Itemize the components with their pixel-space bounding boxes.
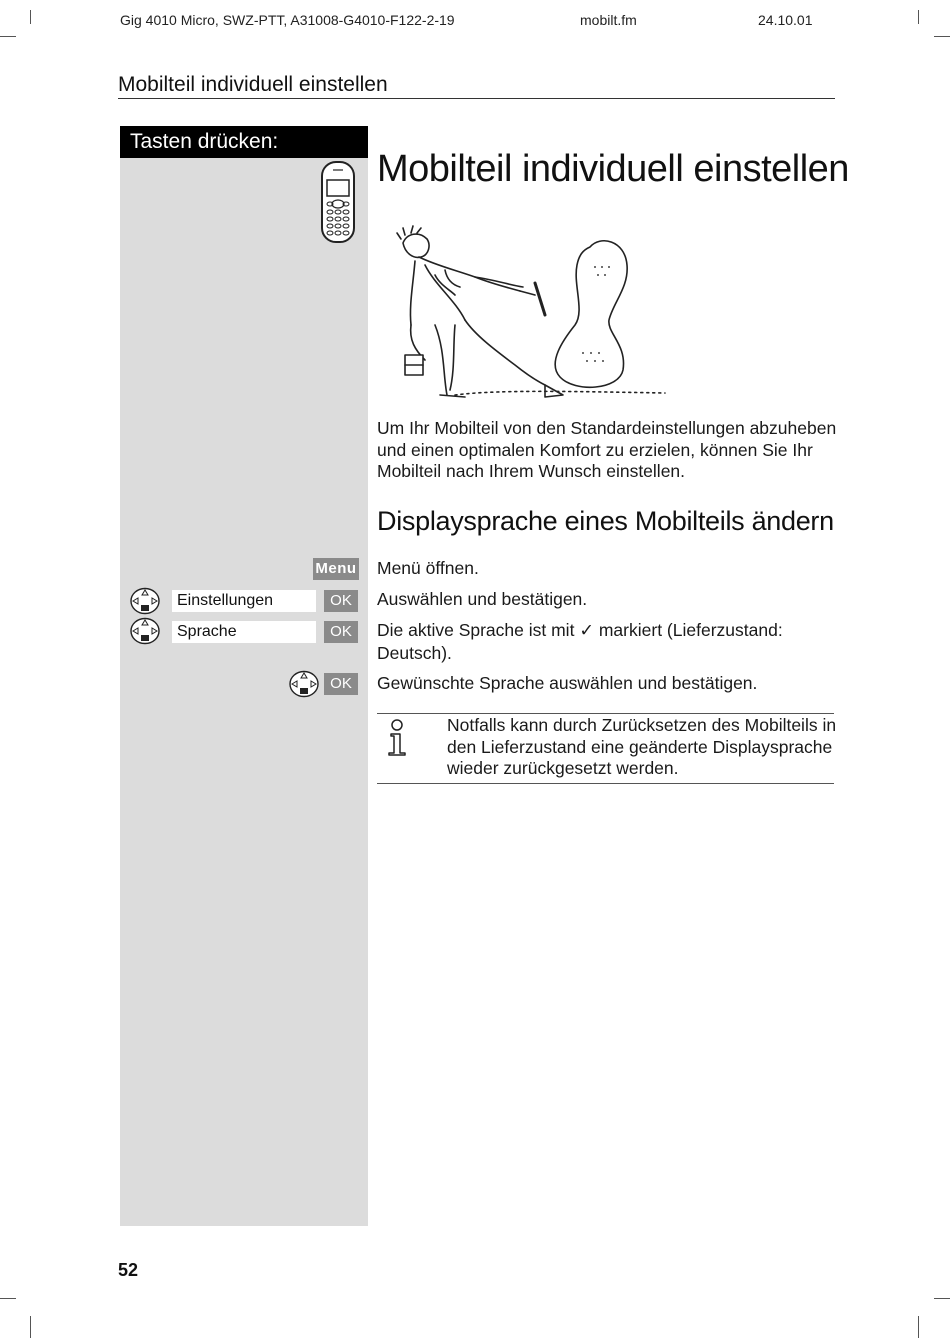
navigation-key-icon — [130, 617, 160, 645]
crop-mark — [0, 1298, 16, 1299]
ok-key[interactable]: OK — [324, 621, 358, 643]
subsection-title: Displaysprache eines Mobilteils ändern — [377, 506, 834, 536]
info-icon — [385, 719, 411, 757]
header-file-name: mobilt.fm — [580, 12, 637, 28]
step-text: Auswählen und bestätigen. — [377, 589, 588, 609]
header-date: 24.10.01 — [758, 12, 813, 28]
note-divider — [377, 783, 834, 784]
menu-entry-field: Einstellungen — [172, 590, 316, 612]
note-divider — [377, 713, 834, 714]
crop-mark — [918, 10, 919, 24]
crop-mark — [30, 10, 31, 24]
intro-paragraph: Um Ihr Mobilteil von den Standardeinstellungen abzuheben und einen optimalen Komfort zu erzielen, können Sie Ihr Mobilteil nach Ihrem Wunsch einstellen. — [377, 418, 837, 481]
handset-icon — [320, 160, 356, 244]
header-doc-id: Gig 4010 Micro, SWZ-PTT, A31008-G4010-F122-2-19 — [120, 12, 455, 28]
navigation-key-icon — [130, 587, 160, 615]
step-text — [377, 620, 837, 664]
step-text: Gewünschte Sprache auswählen und bestätigen. — [377, 673, 758, 693]
crop-mark — [934, 36, 950, 37]
navigation-key-icon — [289, 670, 319, 698]
main-title: Mobilteil individuell einstellen — [377, 148, 849, 190]
page-number: 52 — [118, 1260, 139, 1280]
crop-mark — [934, 1298, 950, 1299]
man-painting-phone-illustration — [395, 225, 670, 410]
section-divider — [118, 98, 835, 99]
crop-mark — [0, 36, 16, 37]
note-text: Notfalls kann durch Zurücksetzen des Mobilteils in den Lieferzustand eine geänderte Displaysprache wieder zurückgesetzt werden. — [447, 715, 837, 778]
section-title: Mobilteil individuell einstellen — [118, 73, 388, 96]
key-column-heading: Tasten drücken: — [120, 126, 368, 158]
crop-mark — [918, 1316, 919, 1338]
step-text: Menü öffnen. — [377, 558, 479, 578]
step-text-part: Die aktive Sprache ist mit — [377, 620, 575, 640]
ok-key[interactable]: OK — [324, 590, 358, 612]
menu-entry-field: Sprache — [172, 621, 316, 643]
menu-key[interactable]: Menu — [313, 558, 359, 580]
ok-key[interactable]: OK — [324, 673, 358, 695]
step-text-part: markiert (Lieferzustand: Deutsch). — [377, 620, 783, 663]
crop-mark — [30, 1316, 31, 1338]
check-mark-icon: ✓ — [579, 621, 594, 641]
